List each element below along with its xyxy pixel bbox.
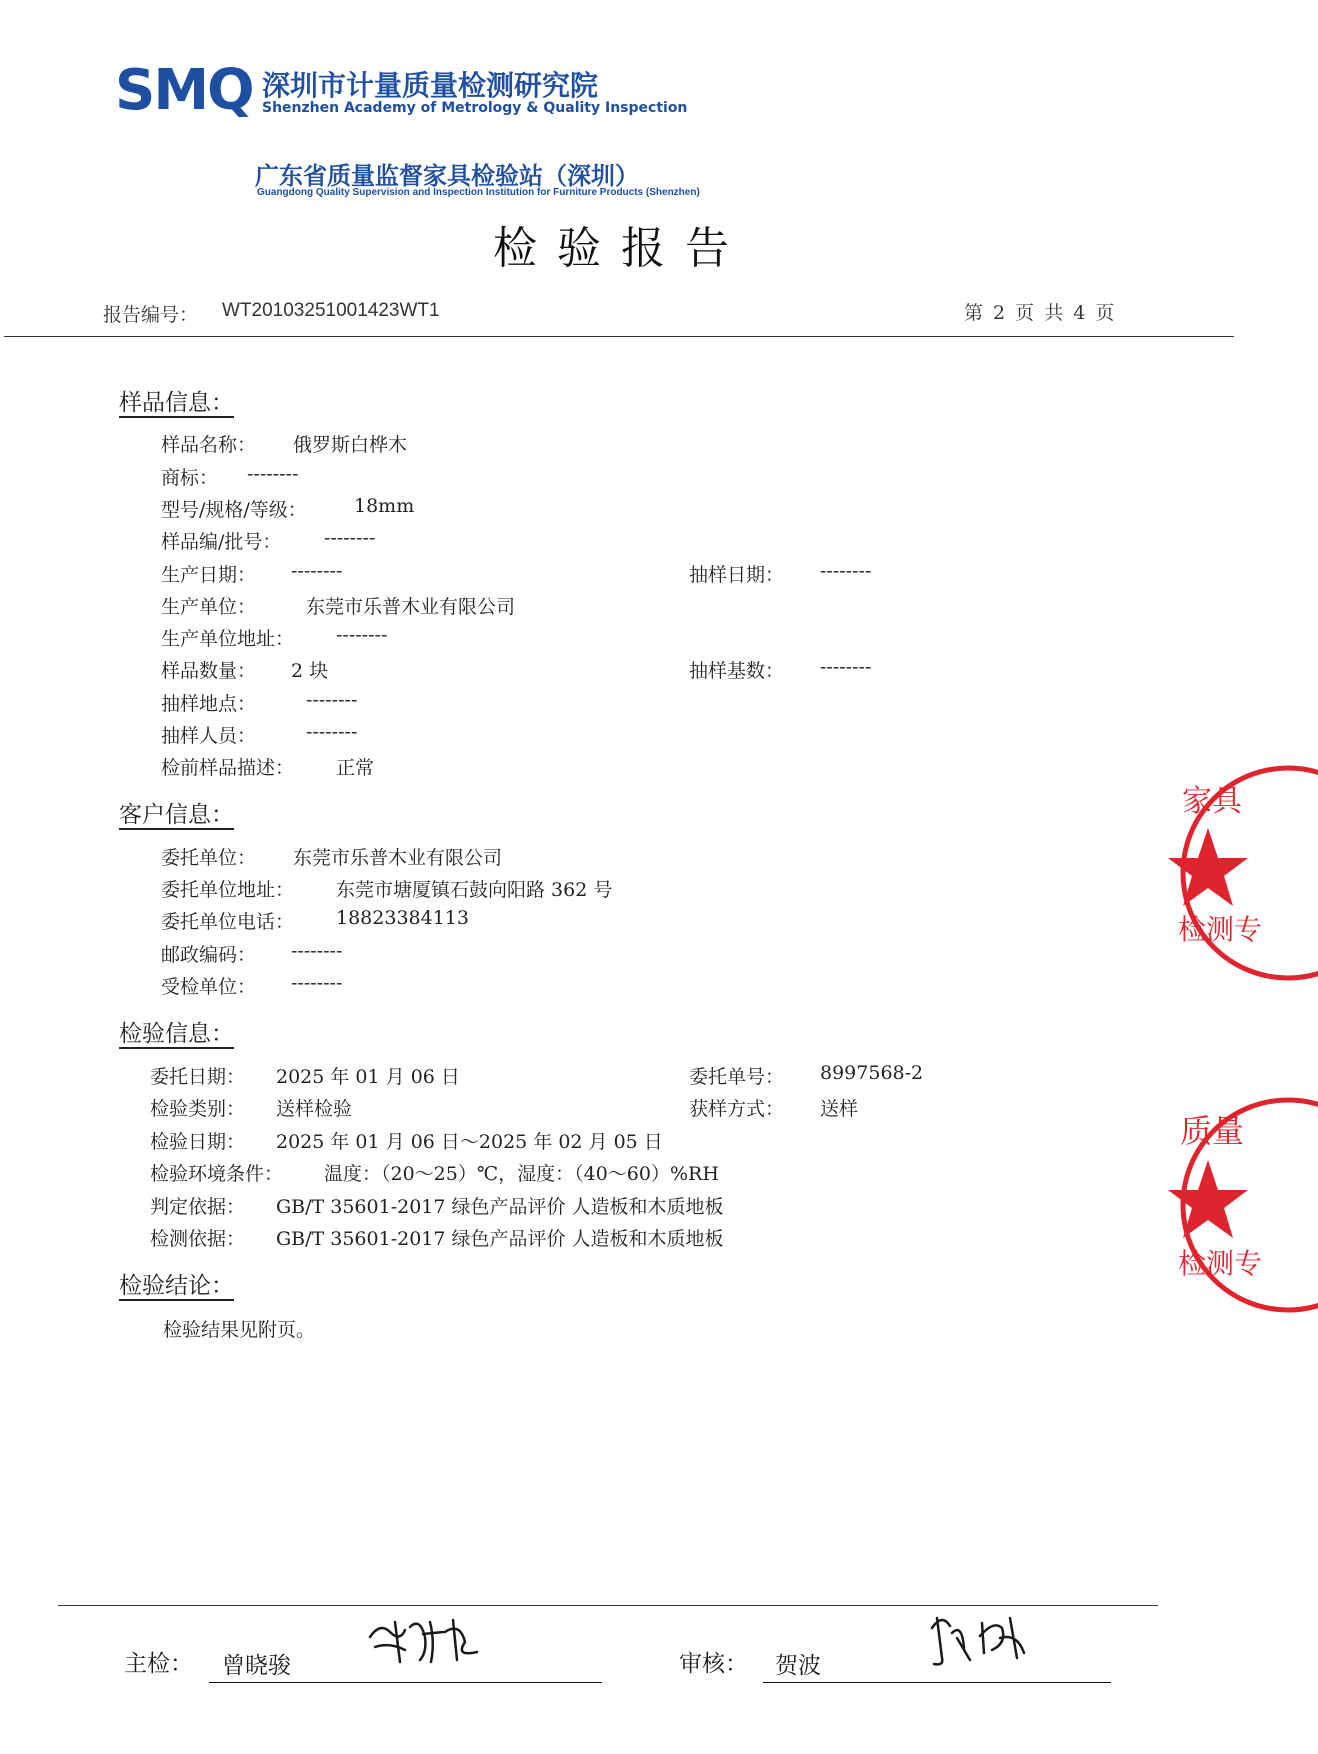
zip-label: 邮政编码： bbox=[161, 944, 257, 966]
qty-label: 样品数量： bbox=[161, 660, 257, 682]
seal-bottom-text: 质量 bbox=[1180, 1112, 1245, 1150]
sampling-base: -------- bbox=[820, 656, 872, 678]
sample-method: 送样 bbox=[820, 1098, 859, 1120]
reviewer-label: 审核： bbox=[679, 1651, 748, 1677]
org-name-en: Shenzhen Academy of Metrology & Quality Inspection bbox=[262, 100, 688, 116]
inspected-unit-label: 受检单位： bbox=[161, 976, 257, 998]
test-basis: GB/T 35601-2017 绿色产品评价 人造板和木质地板 bbox=[276, 1228, 724, 1250]
client-unit-label: 委托单位： bbox=[161, 847, 257, 869]
batch-label: 样品编/批号： bbox=[161, 531, 282, 553]
sampling-date: -------- bbox=[820, 560, 872, 582]
client-addr-label: 委托单位地址： bbox=[161, 879, 295, 901]
seal-top-text: 家具 bbox=[1182, 784, 1242, 819]
sampling-place: -------- bbox=[306, 689, 358, 711]
reviewer-sign-line bbox=[763, 1682, 1111, 1683]
sample-method-label: 获样方式： bbox=[689, 1098, 785, 1120]
seal-stamp-bottom bbox=[1178, 1090, 1263, 1320]
client-heading: 客户信息： bbox=[119, 802, 234, 828]
pre-desc-label: 检前样品描述： bbox=[161, 757, 295, 779]
test-basis-label: 检测依据： bbox=[150, 1228, 246, 1250]
zip: -------- bbox=[291, 940, 343, 962]
inspection-date-label: 检验日期： bbox=[150, 1131, 246, 1153]
client-phone-label: 委托单位电话： bbox=[161, 911, 295, 933]
prod-date: -------- bbox=[291, 560, 343, 582]
order-no-label: 委托单号： bbox=[689, 1066, 785, 1088]
producer-addr-label: 生产单位地址： bbox=[161, 628, 295, 650]
prod-date-label: 生产日期： bbox=[161, 564, 257, 586]
station-name-cn: 广东省质量监督家具检验站（深圳） bbox=[255, 162, 639, 190]
commission-date-label: 委托日期： bbox=[150, 1066, 246, 1088]
qty: 2 块 bbox=[291, 660, 329, 682]
sampler-label: 抽样人员： bbox=[161, 725, 257, 747]
inspection-type: 送样检验 bbox=[276, 1098, 353, 1120]
station-name-en: Guangdong Quality Supervision and Inspection Institution for Furniture Products (Shenzhen) bbox=[257, 187, 700, 198]
inspector-name: 曾晓骏 bbox=[222, 1653, 291, 1679]
producer-addr: -------- bbox=[336, 624, 388, 646]
report-no: WT20103251001423WT1 bbox=[222, 300, 440, 321]
model-label: 型号/规格/等级： bbox=[161, 499, 307, 521]
inspection-heading: 检验信息： bbox=[119, 1021, 234, 1047]
conclusion-text: 检验结果见附页。 bbox=[163, 1319, 316, 1341]
env-label: 检验环境条件： bbox=[150, 1163, 284, 1185]
header-divider bbox=[4, 336, 1234, 337]
inspection-date: 2025 年 01 月 06 日～2025 年 02 月 05 日 bbox=[276, 1131, 663, 1153]
brand-label: 商标： bbox=[161, 467, 219, 489]
commission-date: 2025 年 01 月 06 日 bbox=[276, 1066, 460, 1088]
pre-desc: 正常 bbox=[336, 757, 375, 779]
sampler: -------- bbox=[306, 721, 358, 743]
env: 温度：（20～25）℃，湿度：（40～60）%RH bbox=[324, 1163, 719, 1185]
judge-basis-label: 判定依据： bbox=[150, 1196, 246, 1218]
footer-divider bbox=[58, 1605, 1158, 1606]
inspector-signature bbox=[365, 1612, 485, 1672]
producer: 东莞市乐普木业有限公司 bbox=[306, 596, 516, 618]
sample-name: 俄罗斯白桦木 bbox=[293, 434, 408, 456]
report-no-label: 报告编号： bbox=[103, 304, 199, 326]
seal-top-bottom-text: 检测专 bbox=[1178, 913, 1263, 946]
inspected-unit: -------- bbox=[291, 972, 343, 994]
client-addr: 东莞市塘厦镇石鼓向阳路 362 号 bbox=[336, 879, 613, 901]
page-info: 第 2 页 共 4 页 bbox=[964, 302, 1117, 324]
client-unit: 东莞市乐普木业有限公司 bbox=[293, 847, 503, 869]
sample-name-label: 样品名称： bbox=[161, 434, 257, 456]
reviewer-name: 贺波 bbox=[775, 1653, 821, 1679]
seal-bottom-bottom-text: 检测专 bbox=[1178, 1247, 1263, 1280]
org-name-cn: 深圳市计量质量检测研究院 bbox=[262, 69, 599, 102]
smq-logo: SMQ bbox=[115, 58, 253, 123]
model: 18mm bbox=[354, 495, 415, 517]
order-no: 8997568-2 bbox=[820, 1062, 924, 1084]
producer-label: 生产单位： bbox=[161, 596, 257, 618]
conclusion-heading: 检验结论： bbox=[119, 1273, 234, 1299]
inspection-type-label: 检验类别： bbox=[150, 1098, 246, 1120]
reviewer-signature bbox=[922, 1608, 1032, 1672]
judge-basis: GB/T 35601-2017 绿色产品评价 人造板和木质地板 bbox=[276, 1196, 724, 1218]
seal-stamp-top bbox=[1178, 758, 1263, 988]
report-title: 检验报告 bbox=[493, 223, 749, 274]
sample-heading: 样品信息： bbox=[119, 390, 234, 416]
sampling-date-label: 抽样日期： bbox=[689, 564, 785, 586]
batch: -------- bbox=[324, 527, 376, 549]
inspector-sign-line bbox=[209, 1682, 602, 1683]
sampling-place-label: 抽样地点： bbox=[161, 693, 257, 715]
brand: -------- bbox=[247, 463, 299, 485]
inspector-label: 主检： bbox=[124, 1651, 193, 1677]
client-phone: 18823384113 bbox=[336, 907, 469, 929]
sampling-base-label: 抽样基数： bbox=[689, 660, 785, 682]
